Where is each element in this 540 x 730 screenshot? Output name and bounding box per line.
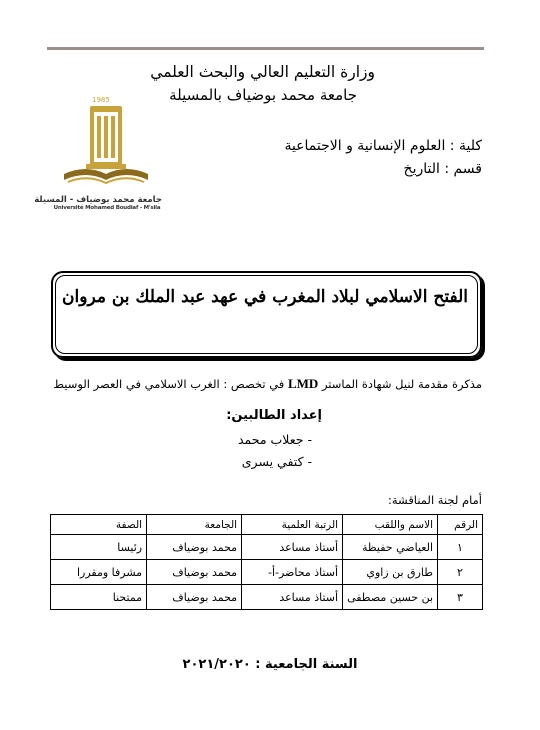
student-item: - جعلاب محمد xyxy=(238,432,312,447)
table-cell: رئيسا xyxy=(51,535,147,560)
department-name: قسم : التاريخ xyxy=(403,161,482,177)
academic-year: السنة الجامعية : ٢٠٢١/٢٠٢٠ xyxy=(182,657,358,672)
top-rule xyxy=(47,47,484,50)
column-header: الرقم xyxy=(438,515,483,535)
column-header: الاسم واللقب xyxy=(343,515,438,535)
students-heading: إعداد الطالبين: xyxy=(226,408,322,423)
table-row xyxy=(51,535,483,560)
column-header: الرتبة العلمية xyxy=(242,515,343,535)
table-cell: بن حسين مصطفى xyxy=(343,585,438,610)
table-cell: العياضي حفيظة xyxy=(343,535,438,560)
student-item: - كتفي يسرى xyxy=(241,454,312,469)
table-cell: مشرفا ومقررا xyxy=(51,560,147,585)
table-cell: ٢ xyxy=(438,560,483,585)
ministry-name: وزارة التعليم العالي والبحث العلمي xyxy=(150,63,375,81)
table-cell: محمد بوضياف xyxy=(147,585,242,610)
memo-statement xyxy=(53,376,482,392)
column-header: الصفة xyxy=(51,515,147,535)
table-row xyxy=(51,560,483,585)
thesis-title: الفتح الاسلامي لبلاد المغرب في عهد عبد الملك بن مروان xyxy=(62,287,468,307)
memo-prefix: مذكرة مقدمة لنيل شهادة الماستر xyxy=(321,377,482,391)
committee-heading: أمام لجنة المناقشة: xyxy=(388,493,482,507)
table-cell: ١ xyxy=(438,535,483,560)
table-cell: أستاذ مساعد xyxy=(242,535,343,560)
student-name: كتفي يسرى xyxy=(241,454,304,469)
university-logo xyxy=(34,96,162,214)
memo-suffix: في تخصص : الغرب الاسلامي في العصر الوسيط xyxy=(53,377,285,391)
table-header-row xyxy=(51,515,483,535)
student-name: جعلاب محمد xyxy=(238,432,304,447)
table-cell: ممتحنا xyxy=(51,585,147,610)
title-frame xyxy=(51,271,482,358)
committee-table xyxy=(50,514,483,610)
memo-degree: LMD xyxy=(287,376,319,391)
table-cell: ٣ xyxy=(438,585,483,610)
table-cell: محمد بوضياف xyxy=(147,560,242,585)
table-cell: أستاذ مساعد xyxy=(242,585,343,610)
university-name: جامعة محمد بوضياف بالمسيلة xyxy=(169,86,357,104)
table-cell: أستاذ محاضر-أ- xyxy=(242,560,343,585)
table-cell: طارق بن زاوي xyxy=(343,560,438,585)
column-header: الجامعة xyxy=(147,515,242,535)
table-cell: محمد بوضياف xyxy=(147,535,242,560)
logo-arabic-text: جامعة محمد بوضياف - المسيلة xyxy=(34,195,162,205)
logo-emblem-icon xyxy=(52,96,162,196)
faculty-name: كلية : العلوم الإنسانية و الاجتماعية xyxy=(284,138,482,154)
logo-latin-text: Université Mohamed Boudiaf - M'sila xyxy=(53,205,161,211)
logo-year: 1985 xyxy=(92,96,110,104)
table-row xyxy=(51,585,483,610)
